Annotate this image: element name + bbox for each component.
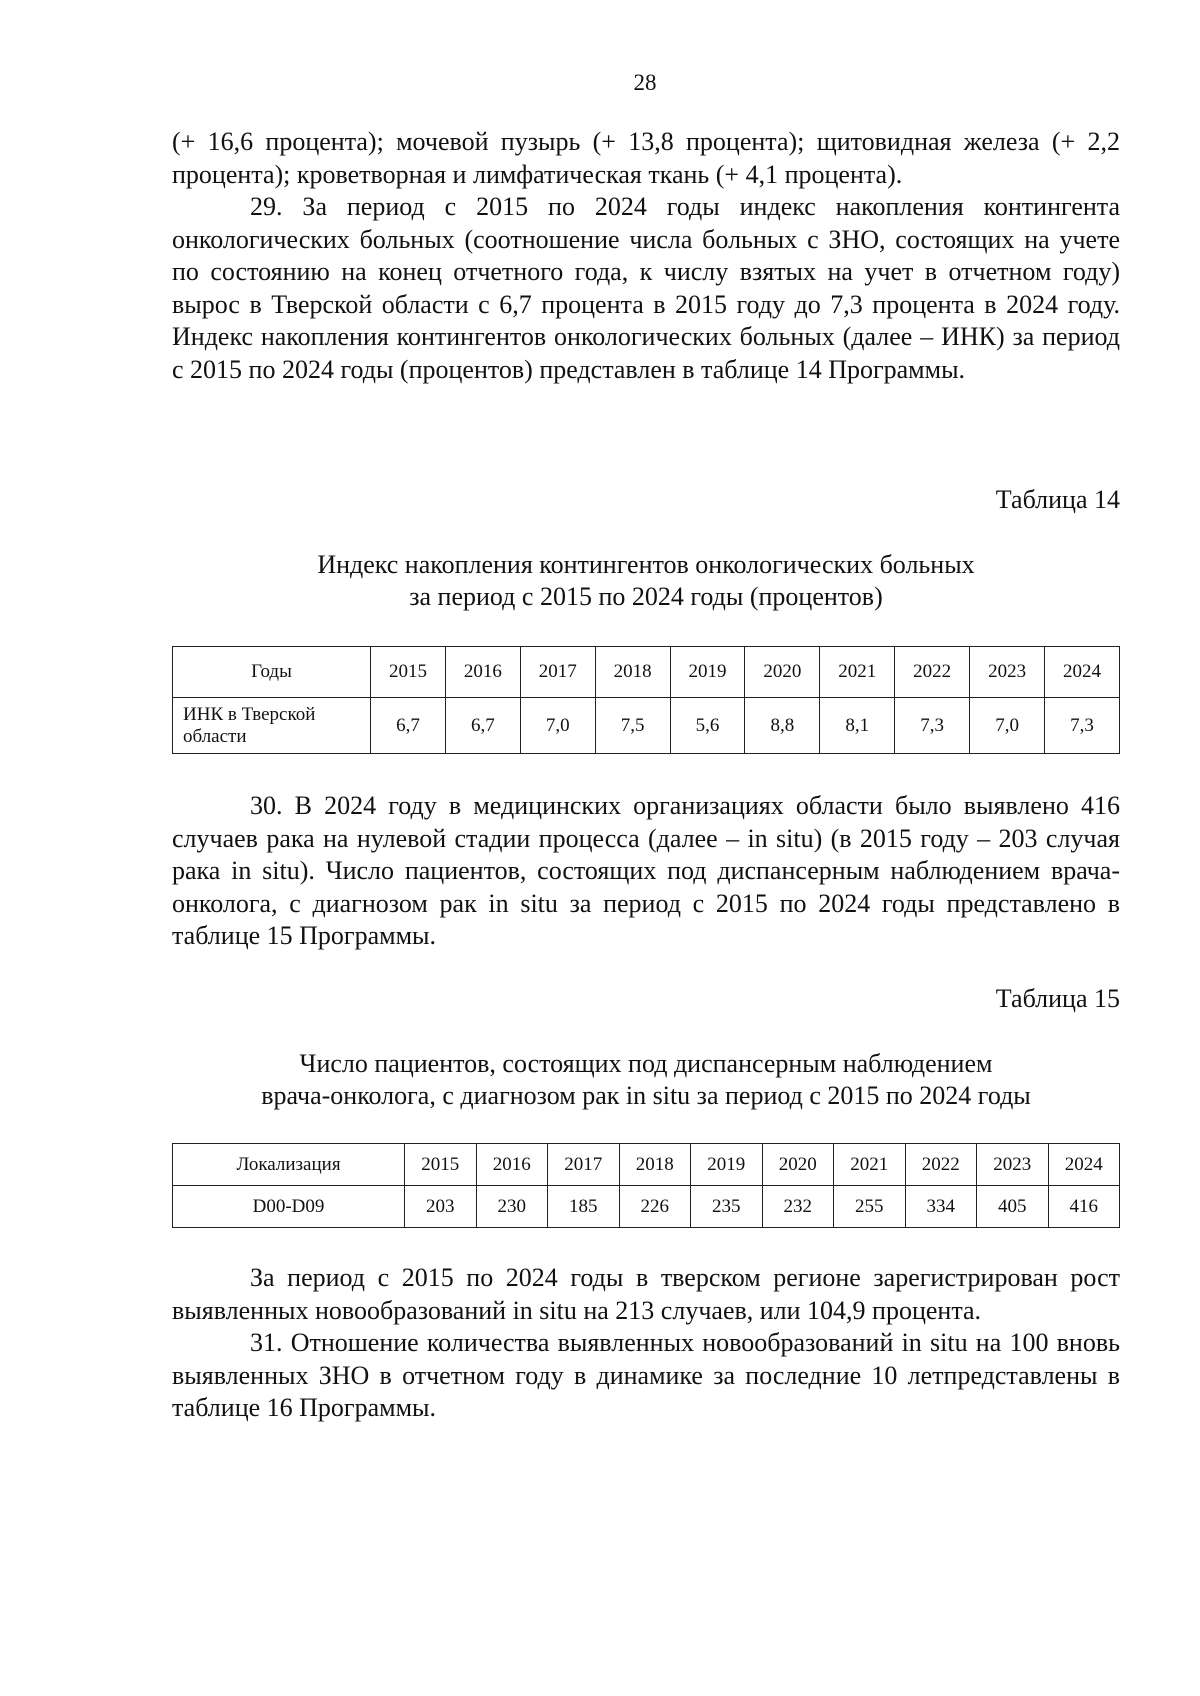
table-row xyxy=(173,1144,1120,1186)
table-cell: 203 xyxy=(405,1186,477,1228)
table-cell: 334 xyxy=(905,1186,977,1228)
table-cell: 7,0 xyxy=(520,698,595,754)
table-cell: 232 xyxy=(762,1186,834,1228)
paragraph-30: 30. В 2024 году в медицинских организациях области было выявлено 416 случаев рака на нулевой стадии процесса (далее – in situ) (в 2015 году – 203 случая рака in situ). Число пациентов, состоящих под диспансерным наблюдением врача-онколога, с диагнозом рак in situ за период с 2015 по 2024 годы представлено в таблице 15 Программы. xyxy=(172,791,1120,950)
table-cell: 6,7 xyxy=(445,698,520,754)
table-15 xyxy=(172,1143,1120,1228)
page-number: 28 xyxy=(633,70,657,95)
table-cell: D00-D09 xyxy=(173,1186,405,1228)
table-cell: 230 xyxy=(476,1186,548,1228)
table-cell: 7,0 xyxy=(970,698,1045,754)
table-header-cell: 2019 xyxy=(691,1144,763,1186)
table-cell: 255 xyxy=(834,1186,906,1228)
table-cell: 405 xyxy=(977,1186,1049,1228)
table-cell: 185 xyxy=(548,1186,620,1228)
table-header-cell: 2023 xyxy=(970,647,1045,698)
table-15-title-line-1: Число пациентов, состоящих под диспансерным наблюдением xyxy=(299,1049,993,1078)
table-15-label: Таблица 15 xyxy=(995,984,1120,1013)
table-14-title-line-1: Индекс накопления контингентов онкологических больных xyxy=(317,550,975,579)
table-15-title xyxy=(172,1048,1120,1112)
table-header-cell: Годы xyxy=(173,647,371,698)
table-header-cell: 2024 xyxy=(1048,1144,1120,1186)
table-header-cell: 2023 xyxy=(977,1144,1049,1186)
table-14-label: Таблица 14 xyxy=(995,485,1120,514)
table-cell: 7,3 xyxy=(895,698,970,754)
table-header-cell: 2019 xyxy=(670,647,745,698)
table-header-cell: 2020 xyxy=(745,647,820,698)
paragraph-continuation: (+ 16,6 процента); мочевой пузырь (+ 13,8 процента); щитовидная железа (+ 2,2 процента); кроветворная и лимфатическая ткань (+ 4,1 процента). xyxy=(172,127,1120,189)
table-header-cell: 2024 xyxy=(1045,647,1120,698)
table-header-cell: 2018 xyxy=(595,647,670,698)
paragraph-29: 29. За период с 2015 по 2024 годы индекс накопления контингента онкологических больных (соотношение числа больных с ЗНО, состоящих на учете по состоянию на конец отчетного года, к числу взятых на учет в отчетном году) вырос в Тверской области с 6,7 процента в 2015 году до 7,3 процента в 2024 году. Индекс накопления контингентов онкологических больных (далее – ИНК) за период с 2015 по 2024 годы (процентов) представлен в таблице 14 Программы. xyxy=(172,192,1120,384)
table-cell: 6,7 xyxy=(371,698,446,754)
paragraph-31: 31. Отношение количества выявленных новообразований in situ на 100 вновь выявленных ЗНО в отчетном году в динамике за последние 10 летпредставлены в таблице 16 Программы. xyxy=(172,1328,1120,1422)
table-header-cell: 2018 xyxy=(619,1144,691,1186)
table-cell: 5,6 xyxy=(670,698,745,754)
table-header-cell: Локализация xyxy=(173,1144,405,1186)
table-cell: 7,5 xyxy=(595,698,670,754)
table-cell: 226 xyxy=(619,1186,691,1228)
table-row xyxy=(173,1186,1120,1228)
table-header-cell: 2015 xyxy=(371,647,446,698)
table-cell: 235 xyxy=(691,1186,763,1228)
table-header-cell: 2020 xyxy=(762,1144,834,1186)
table-header-cell: 2022 xyxy=(905,1144,977,1186)
table-14-title-line-2: за период с 2015 по 2024 годы (процентов) xyxy=(409,582,883,611)
table-14 xyxy=(172,646,1120,754)
table-header-cell: 2017 xyxy=(520,647,595,698)
table-14-title xyxy=(172,549,1120,613)
table-cell: ИНК в Тверской области xyxy=(173,698,371,754)
table-header-cell: 2021 xyxy=(834,1144,906,1186)
table-cell: 7,3 xyxy=(1045,698,1120,754)
table-cell: 8,8 xyxy=(745,698,820,754)
table-header-cell: 2022 xyxy=(895,647,970,698)
table-row xyxy=(173,698,1120,754)
table-header-cell: 2015 xyxy=(405,1144,477,1186)
table-row xyxy=(173,647,1120,698)
table-cell: 8,1 xyxy=(820,698,895,754)
table-header-cell: 2017 xyxy=(548,1144,620,1186)
table-15-title-line-2: врача-онколога, с диагнозом рак in situ за период с 2015 по 2024 годы xyxy=(261,1081,1031,1110)
table-cell: 416 xyxy=(1048,1186,1120,1228)
table-header-cell: 2016 xyxy=(476,1144,548,1186)
paragraph-summary: За период с 2015 по 2024 годы в тверском регионе зарегистрирован рост выявленных новообразований in situ на 213 случаев, или 104,9 процента. xyxy=(172,1263,1120,1325)
table-header-cell: 2021 xyxy=(820,647,895,698)
table-header-cell: 2016 xyxy=(445,647,520,698)
